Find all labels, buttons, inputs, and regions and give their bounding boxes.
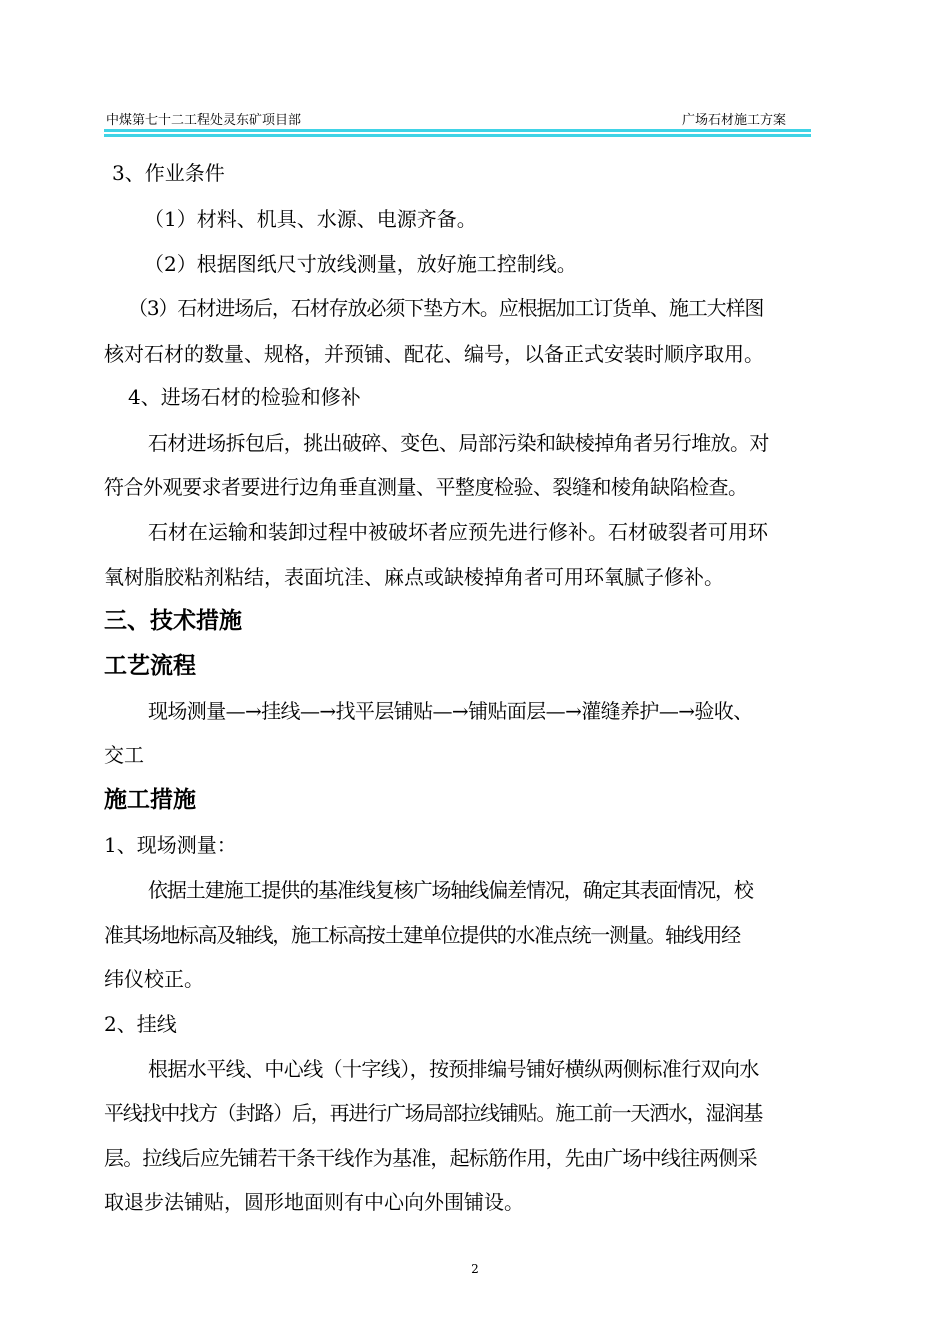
measure-2-title: 2、挂线 [104, 1012, 177, 1036]
process-flow-line-1: 现场测量—→挂线—→找平层铺贴—→铺贴面层—→灌缝养护—→验收、 [148, 699, 753, 723]
process-flow-line-2: 交工 [104, 743, 144, 767]
s4-para-1-line-1: 石材进场拆包后，挑出破碎、变色、局部污染和缺棱掉角者另行堆放。对 [148, 431, 769, 455]
measure-1-line-2: 准其场地标高及轴线，施工标高按土建单位提供的水准点统一测量。轴线用经 [104, 923, 740, 947]
heading-process-flow: 工艺流程 [104, 653, 196, 679]
measure-1-line-1: 依据土建施工提供的基准线复核广场轴线偏差情况，确定其表面情况，校 [148, 878, 753, 902]
measure-1-line-3: 纬仪校正。 [104, 967, 204, 991]
header-left: 中煤第七十二工程处灵东矿项目部 [106, 113, 302, 128]
section-3-title: 3、作业条件 [112, 161, 225, 185]
header-rule-secondary [104, 134, 811, 137]
measure-1-title: 1、现场测量： [104, 833, 237, 857]
page-number: 2 [471, 1262, 479, 1276]
heading-construction-measures: 施工措施 [104, 787, 196, 813]
header-right: 广场石材施工方案 [682, 113, 787, 128]
measure-2-line-2: 平线找中找方（封路）后，再进行广场局部拉线铺贴。施工前一天洒水，湿润基 [104, 1101, 762, 1125]
s4-para-2-line-2: 氧树脂胶粘剂粘结，表面坑洼、麻点或缺棱掉角者可用环氧腻子修补。 [104, 565, 724, 589]
s3-item-3-line-2: 核对石材的数量、规格，并预铺、配花、编号，以备正式安装时顺序取用。 [104, 342, 764, 366]
s3-item-1: （1）材料、机具、水源、电源齐备。 [144, 207, 477, 231]
measure-2-line-1: 根据水平线、中心线（十字线），按预排编号铺好横纵两侧标准行双向水 [148, 1057, 759, 1081]
measure-2-line-3: 层。拉线后应先铺若干条干线作为基准，起标筋作用，先由广场中线往两侧采 [104, 1146, 757, 1170]
header-rule [104, 129, 811, 132]
s3-item-3-line-1: （3）石材进场后，石材存放必须下垫方木。应根据加工订货单、施工大样图 [128, 296, 764, 320]
measure-2-line-4: 取退步法铺贴，圆形地面则有中心向外围铺设。 [104, 1190, 524, 1214]
section-4-title: 4、进场石材的检验和修补 [128, 385, 361, 409]
s4-para-1-line-2: 符合外观要求者要进行边角垂直测量、平整度检验、裂缝和棱角缺陷检查。 [104, 475, 748, 499]
s3-item-2: （2）根据图纸尺寸放线测量，放好施工控制线。 [144, 252, 577, 276]
s4-para-2-line-1: 石材在运输和装卸过程中被破坏者应预先进行修补。石材破裂者可用环 [148, 520, 768, 544]
heading-technical-measures: 三、技术措施 [104, 608, 242, 634]
